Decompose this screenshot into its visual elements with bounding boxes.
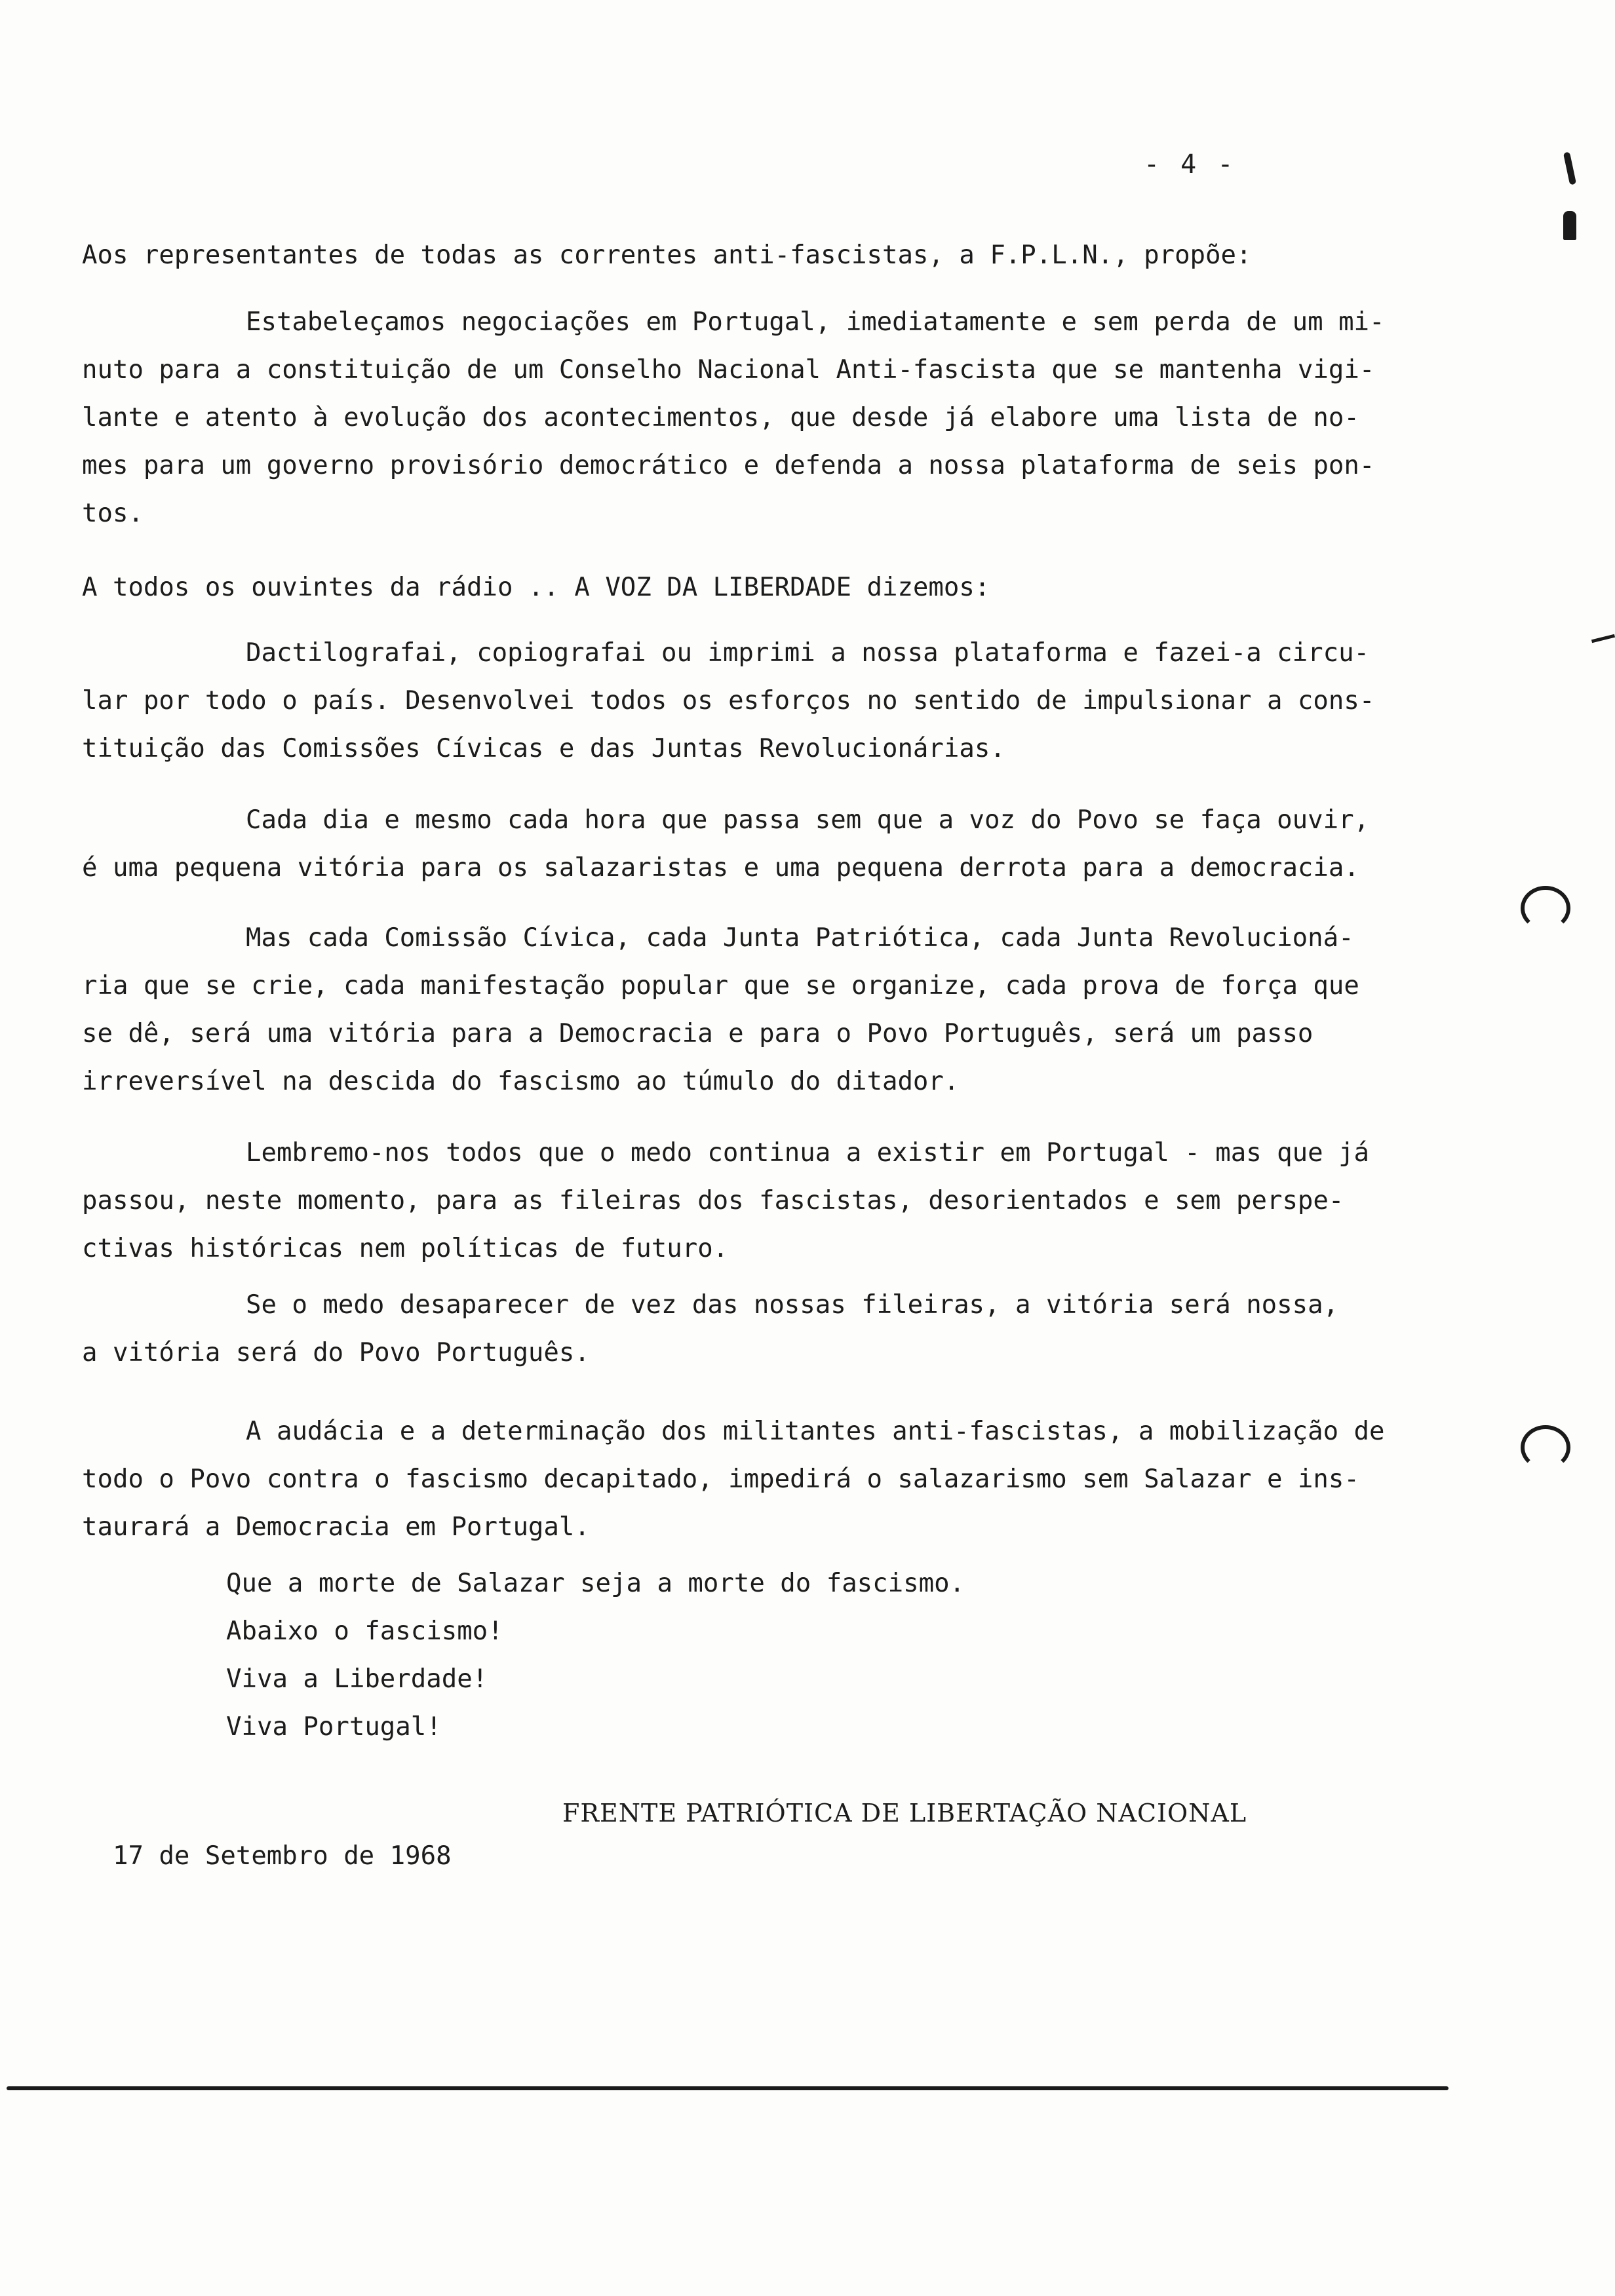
paragraph-audacity (82, 1407, 1393, 1551)
paragraph-distribute (82, 629, 1393, 773)
text-line: é uma pequena vitória para os salazaristas e uma pequena derrota para a democracia. (82, 853, 1359, 883)
document-date: 17 de Setembro de 1968 (113, 1841, 452, 1871)
text-line: mes para um governo provisório democrático e defenda a nossa plataforma de seis pon- (82, 451, 1375, 480)
text-line: Aos representantes de todas as correntes anti-fascistas, a F.P.L.N., propõe: (82, 240, 1252, 270)
margin-ink-mark (1563, 152, 1576, 185)
paragraph-fear (82, 1129, 1393, 1272)
text-line: a vitória será do Povo Português. (82, 1338, 590, 1368)
paragraph-victory (82, 1281, 1393, 1377)
text-line: A todos os ouvintes da rádio .. A VOZ DA LIBERDADE dizemos: (82, 573, 990, 602)
text-line: tituição das Comissões Cívicas e das Juntas Revolucionárias. (82, 734, 1005, 763)
punch-hole-mark (1521, 886, 1570, 930)
slogan-line: Abaixo o fascismo! (226, 1617, 503, 1646)
text-line: irreversível na descida do fascismo ao túmulo do ditador. (82, 1067, 960, 1096)
text-line: Mas cada Comissão Cívica, cada Junta Patriótica, cada Junta Revolucioná- (246, 923, 1354, 953)
text-line: Se o medo desaparecer de vez das nossas fileiras, a vitória será nossa, (246, 1290, 1339, 1320)
slogan-line: Viva Portugal! (226, 1712, 442, 1742)
paragraph-negotiations (82, 298, 1393, 537)
paragraph-radio-listeners (82, 564, 1393, 611)
page-number: - 4 - (1144, 149, 1236, 180)
margin-ink-mark (1563, 211, 1576, 240)
text-line: lar por todo o país. Desenvolvei todos os esforços no sentido de impulsionar a cons- (82, 686, 1375, 716)
closing-slogans (226, 1559, 965, 1751)
text-line: taurará a Democracia em Portugal. (82, 1512, 590, 1542)
text-line: A audácia e a determinação dos militantes anti-fascistas, a mobilização de (246, 1417, 1385, 1446)
text-line: Estabeleçamos negociações em Portugal, imediatamente e sem perda de um mi- (246, 307, 1385, 337)
paragraph-intro (82, 231, 1393, 279)
text-line: tos. (82, 499, 144, 528)
paragraph-each-day (82, 796, 1393, 892)
paragraph-each-commission (82, 914, 1393, 1105)
text-line: ria que se crie, cada manifestação popular que se organize, cada prova de força que (82, 971, 1359, 1001)
text-line: se dê, será uma vitória para a Democracia e para o Povo Português, será um passo (82, 1019, 1313, 1048)
slogan-line: Que a morte de Salazar seja a morte do fascismo. (226, 1569, 965, 1598)
text-line: ctivas históricas nem políticas de futuro. (82, 1234, 729, 1263)
signature: FRENTE PATRIÓTICA DE LIBERTAÇÃO NACIONAL (562, 1799, 1247, 1827)
text-line: passou, neste momento, para as fileiras dos fascistas, desorientados e sem perspe- (82, 1186, 1344, 1215)
text-line: lante e atento à evolução dos acontecimentos, que desde já elabore uma lista de no- (82, 403, 1359, 432)
text-line: Lembremo-nos todos que o medo continua a existir em Portugal - mas que já (246, 1138, 1370, 1168)
text-line: nuto para a constituição de um Conselho Nacional Anti-fascista que se mantenha vigi- (82, 355, 1375, 385)
margin-ink-mark (1591, 634, 1615, 643)
slogan-line: Viva a Liberdade! (226, 1664, 488, 1694)
text-line: Cada dia e mesmo cada hora que passa sem que a voz do Povo se faça ouvir, (246, 805, 1370, 835)
bottom-rule (7, 2086, 1449, 2090)
text-line: Dactilografai, copiografai ou imprimi a nossa plataforma e fazei-a circu- (246, 638, 1370, 668)
text-line: todo o Povo contra o fascismo decapitado, impedirá o salazarismo sem Salazar e ins- (82, 1464, 1359, 1494)
punch-hole-mark (1521, 1425, 1570, 1470)
